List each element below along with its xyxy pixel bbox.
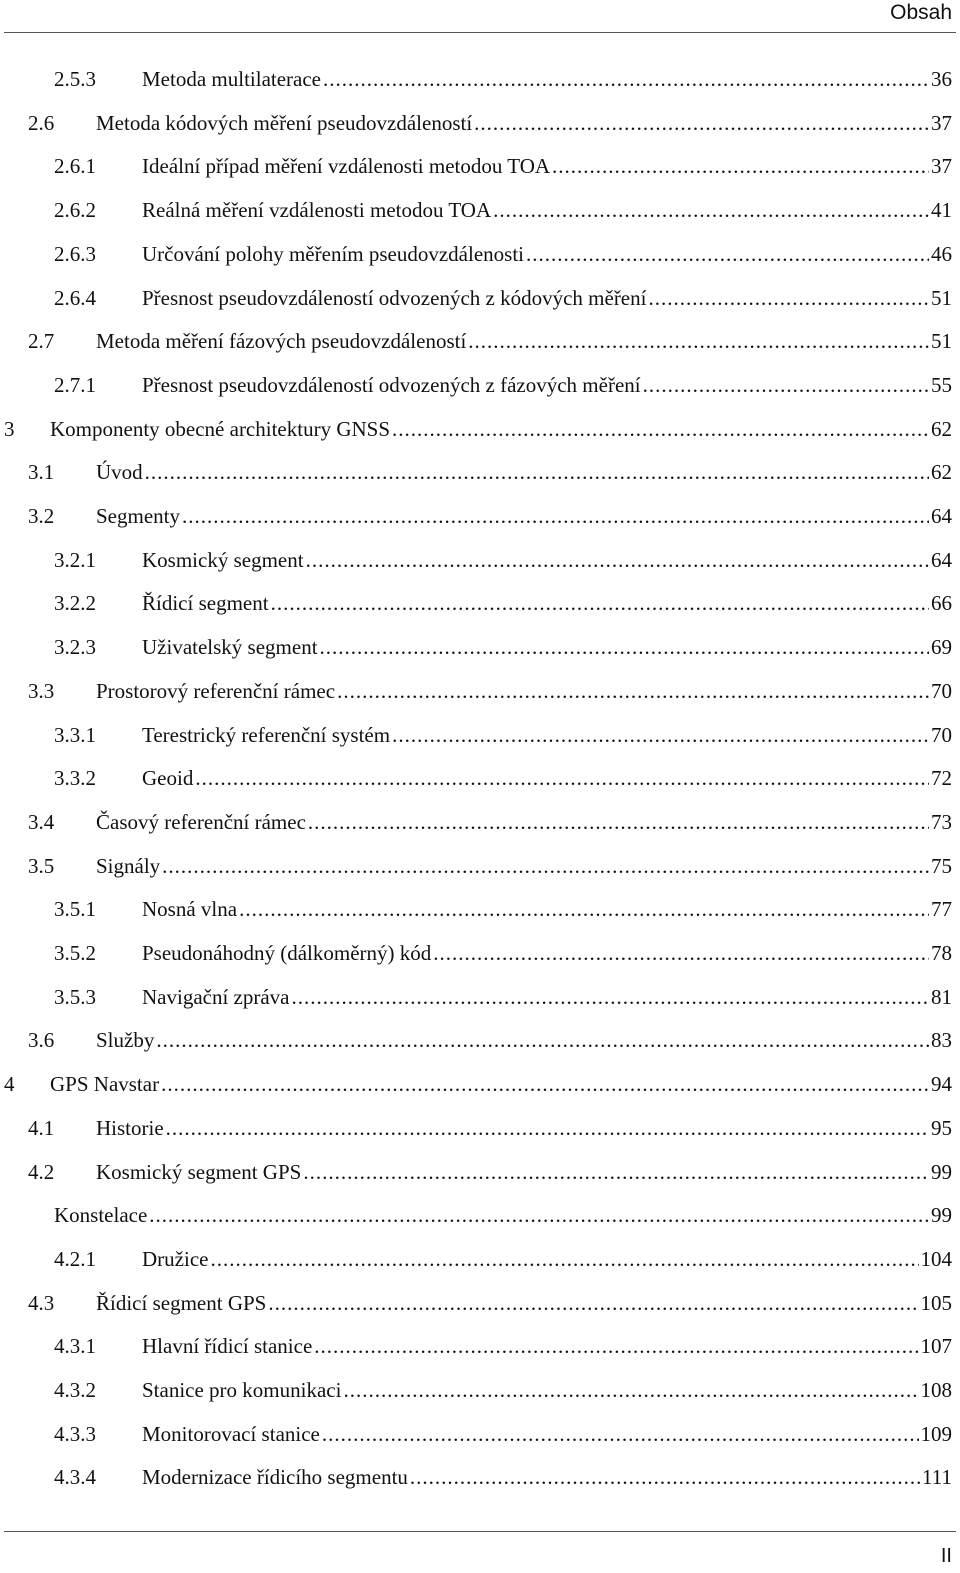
toc-entry-title: GPS Navstar <box>50 1072 160 1097</box>
toc-entry-page: 62 <box>931 416 952 441</box>
toc-entry-number: 4.3.4 <box>54 1465 96 1490</box>
toc-entry-number: 2.6.1 <box>54 154 96 179</box>
toc-entry-number: 3.5.1 <box>54 897 96 922</box>
toc-entry-number: 3.2.1 <box>54 547 96 572</box>
toc-dot-leader <box>392 415 929 443</box>
toc-entry-title: Uživatelský segment <box>142 635 318 660</box>
toc-entry-page: 37 <box>931 154 952 179</box>
toc-entry[interactable] <box>54 721 952 749</box>
toc-entry-page: 83 <box>931 1028 952 1053</box>
toc-entry-number: 2.7.1 <box>54 372 96 397</box>
toc-entry-number: 4.3.2 <box>54 1378 96 1402</box>
toc-entry-title: Kosmický segment <box>142 547 304 572</box>
toc-entry[interactable] <box>28 327 952 355</box>
toc-entry-page: 51 <box>931 285 952 310</box>
toc-dot-leader <box>526 240 929 268</box>
toc-entry-page: 104 <box>920 1246 952 1271</box>
toc-entry-title: Pseudonáhodný (dálkoměrný) kód <box>142 941 432 965</box>
toc-entry-title: Modernizace řídicího segmentu <box>142 1465 408 1490</box>
toc-dot-leader <box>648 284 929 312</box>
toc-entry[interactable] <box>54 65 952 93</box>
toc-entry-number: 2.7 <box>28 329 55 354</box>
toc-entry[interactable] <box>4 415 952 443</box>
toc-entry-page: 72 <box>931 766 952 791</box>
toc-entry-number: 2.6.3 <box>54 241 96 266</box>
toc-entry[interactable] <box>54 1376 952 1404</box>
toc-entry-number: 3.2.2 <box>54 591 96 616</box>
toc-dot-leader <box>268 1289 918 1317</box>
toc-dot-leader <box>308 808 929 836</box>
toc-entry-page: 70 <box>931 722 952 747</box>
toc-entry-page: 64 <box>931 547 952 572</box>
footer-divider <box>4 1531 956 1532</box>
toc-entry-title: Komponenty obecné architektury GNSS <box>50 416 391 441</box>
toc-entry-page: 99 <box>931 1203 952 1228</box>
toc-entry[interactable] <box>54 1245 952 1273</box>
toc-entry-title: Historie <box>96 1115 164 1140</box>
toc-entry-number: 3 <box>4 416 15 441</box>
toc-entry-number: 2.6.2 <box>54 198 96 223</box>
toc-entry-page: 75 <box>931 853 952 878</box>
toc-entry-title: Metoda měření fázových pseudovzdáleností <box>96 329 467 354</box>
toc-entry-number: 2.6 <box>28 110 55 135</box>
toc-dot-leader <box>195 764 929 792</box>
toc-entry-number: 3.5.3 <box>54 984 96 1009</box>
toc-dot-leader <box>468 327 929 355</box>
toc-entry-number: 4.3.3 <box>54 1421 96 1446</box>
toc-dot-leader <box>392 721 929 749</box>
toc-entry-title: Přesnost pseudovzdáleností odvozených z fázových měření <box>142 372 641 397</box>
toc-dot-leader <box>210 1245 918 1273</box>
toc-dot-leader <box>643 371 929 399</box>
toc-entry[interactable] <box>54 371 952 399</box>
toc-dot-leader <box>314 1332 918 1360</box>
toc-dot-leader <box>166 1114 929 1142</box>
toc-dot-leader <box>320 633 929 661</box>
toc-entry-page: 36 <box>931 67 952 91</box>
toc-entry[interactable] <box>28 677 952 705</box>
toc-entry-page: 69 <box>931 635 952 660</box>
toc-entry-number: 3.5 <box>28 853 55 878</box>
toc-entry-page: 95 <box>931 1115 952 1140</box>
toc-entry-title: Přesnost pseudovzdáleností odvozených z kódových měření <box>142 285 647 310</box>
toc-entry-page: 111 <box>922 1465 952 1490</box>
toc-entry[interactable] <box>54 240 952 268</box>
toc-dot-leader <box>271 589 929 617</box>
toc-dot-leader <box>322 1420 919 1448</box>
toc-entry[interactable] <box>28 1158 952 1186</box>
toc-entry-title: Kosmický segment GPS <box>96 1159 302 1184</box>
toc-entry[interactable] <box>54 764 952 792</box>
toc-entry-page: 37 <box>931 110 952 135</box>
toc-dot-leader <box>303 1158 929 1186</box>
toc-dot-leader <box>493 196 929 224</box>
toc-entry-number: 4.2.1 <box>54 1246 96 1271</box>
toc-entry-page: 77 <box>931 897 952 922</box>
toc-entry[interactable] <box>28 502 952 530</box>
toc-entry-title: Geoid <box>142 766 194 791</box>
toc-dot-leader <box>474 109 929 137</box>
toc-entry-number: 4 <box>4 1072 15 1097</box>
toc-entry-page: 55 <box>931 372 952 397</box>
toc-entry[interactable] <box>28 458 952 486</box>
toc-dot-leader <box>292 983 929 1011</box>
toc-dot-leader <box>239 895 929 923</box>
toc-entry-title: Konstelace <box>54 1203 148 1228</box>
toc-entry-page: 73 <box>931 809 952 834</box>
toc-entry-number: 4.2 <box>28 1159 55 1184</box>
toc-entry-number: 3.2 <box>28 504 55 528</box>
toc-dot-leader <box>337 677 929 705</box>
toc-entry-page: 62 <box>931 460 952 485</box>
toc-entry-title: Reálná měření vzdálenosti metodou TOA <box>142 198 492 223</box>
toc-entry-page: 78 <box>931 941 952 965</box>
toc-entry[interactable] <box>54 589 952 617</box>
toc-entry[interactable] <box>54 546 952 574</box>
toc-entry-title: Navigační zpráva <box>142 984 290 1009</box>
toc-entry-title: Úvod <box>96 460 143 485</box>
toc-entry[interactable] <box>54 1420 952 1448</box>
toc-entry[interactable] <box>54 895 952 923</box>
toc-dot-leader <box>182 502 929 530</box>
toc-dot-leader <box>156 1026 929 1054</box>
toc-entry[interactable] <box>54 284 952 312</box>
toc-entry-number: 3.5.2 <box>54 941 96 965</box>
toc-entry-number: 2.5.3 <box>54 67 96 91</box>
toc-dot-leader <box>306 546 929 574</box>
toc-entry-number: 4.1 <box>28 1115 55 1140</box>
toc-entry-page: 51 <box>931 329 952 354</box>
toc-entry[interactable] <box>54 152 952 180</box>
toc-entry-title: Monitorovací stanice <box>142 1421 320 1446</box>
toc-entry-title: Ideální případ měření vzdálenosti metodou TOA <box>142 154 551 179</box>
toc-dot-leader <box>552 152 929 180</box>
toc-dot-leader <box>343 1376 918 1404</box>
toc-dot-leader <box>162 852 929 880</box>
toc-entry-page: 107 <box>920 1334 952 1359</box>
toc-dot-leader <box>145 458 929 486</box>
toc-entry-page: 105 <box>920 1290 952 1315</box>
toc-entry-title: Prostorový referenční rámec <box>96 678 336 703</box>
toc-entry-number: 3.2.3 <box>54 635 96 660</box>
toc-entry-title: Stanice pro komunikaci <box>142 1378 342 1402</box>
toc-entry-title: Segmenty <box>96 504 180 528</box>
toc-entry[interactable] <box>4 1070 952 1098</box>
toc-entry-page: 46 <box>931 241 952 266</box>
toc-entry-page: 70 <box>931 678 952 703</box>
toc-entry[interactable] <box>54 196 952 224</box>
toc-entry[interactable] <box>54 939 952 967</box>
toc-entry-title: Metoda multilaterace <box>142 67 322 91</box>
toc-entry-number: 3.1 <box>28 460 55 485</box>
toc-entry[interactable] <box>54 1201 952 1229</box>
page-number: II <box>940 1545 952 1567</box>
toc-entry-number: 3.6 <box>28 1028 55 1053</box>
page-header-title: Obsah <box>890 1 952 24</box>
toc-entry[interactable] <box>28 852 952 880</box>
toc-entry-page: 109 <box>920 1421 952 1446</box>
toc-entry-title: Družice <box>142 1246 209 1271</box>
toc-entry[interactable] <box>54 1463 952 1491</box>
toc-entry-page: 108 <box>920 1378 952 1402</box>
toc-entry-number: 3.4 <box>28 809 55 834</box>
toc-entry-title: Signály <box>96 853 161 878</box>
toc-entry-title: Hlavní řídicí stanice <box>142 1334 313 1359</box>
toc-entry-title: Nosná vlna <box>142 897 238 922</box>
header-divider <box>4 32 956 33</box>
toc-entry-title: Řídicí segment <box>142 591 269 616</box>
toc-entry-title: Metoda kódových měření pseudovzdáleností <box>96 110 473 135</box>
toc-entry-page: 64 <box>931 504 952 528</box>
toc-entry-title: Řídicí segment GPS <box>96 1290 267 1315</box>
toc-entry-number: 4.3.1 <box>54 1334 96 1359</box>
toc-entry-number: 4.3 <box>28 1290 55 1315</box>
toc-dot-leader <box>433 939 929 967</box>
toc-dot-leader <box>410 1463 920 1491</box>
toc-dot-leader <box>323 65 929 93</box>
toc-entry-page: 66 <box>931 591 952 616</box>
toc-entry[interactable] <box>54 633 952 661</box>
toc-entry-title: Časový referenční rámec <box>96 809 306 834</box>
toc-entry-page: 41 <box>931 198 952 223</box>
toc-entry[interactable] <box>28 1289 952 1317</box>
toc-entry-title: Určování polohy měřením pseudovzdálenosti <box>142 241 524 266</box>
toc-entry-number: 2.6.4 <box>54 285 96 310</box>
toc-entry-title: Terestrický referenční systém <box>142 722 391 747</box>
toc-dot-leader <box>149 1201 929 1229</box>
toc-entry[interactable] <box>28 808 952 836</box>
toc-entry-title: Služby <box>96 1028 155 1053</box>
toc-entry[interactable] <box>54 1332 952 1360</box>
toc-entry[interactable] <box>28 109 952 137</box>
toc-entry-page: 99 <box>931 1159 952 1184</box>
toc-entry-number: 3.3.1 <box>54 722 96 747</box>
toc-entry-page: 94 <box>931 1072 952 1097</box>
toc-entry[interactable] <box>28 1026 952 1054</box>
toc-entry-number: 3.3.2 <box>54 766 96 791</box>
toc-entry[interactable] <box>54 983 952 1011</box>
toc-entry-number: 3.3 <box>28 678 55 703</box>
toc-entry[interactable] <box>28 1114 952 1142</box>
toc-dot-leader <box>161 1070 929 1098</box>
toc-entry-page: 81 <box>931 984 952 1009</box>
